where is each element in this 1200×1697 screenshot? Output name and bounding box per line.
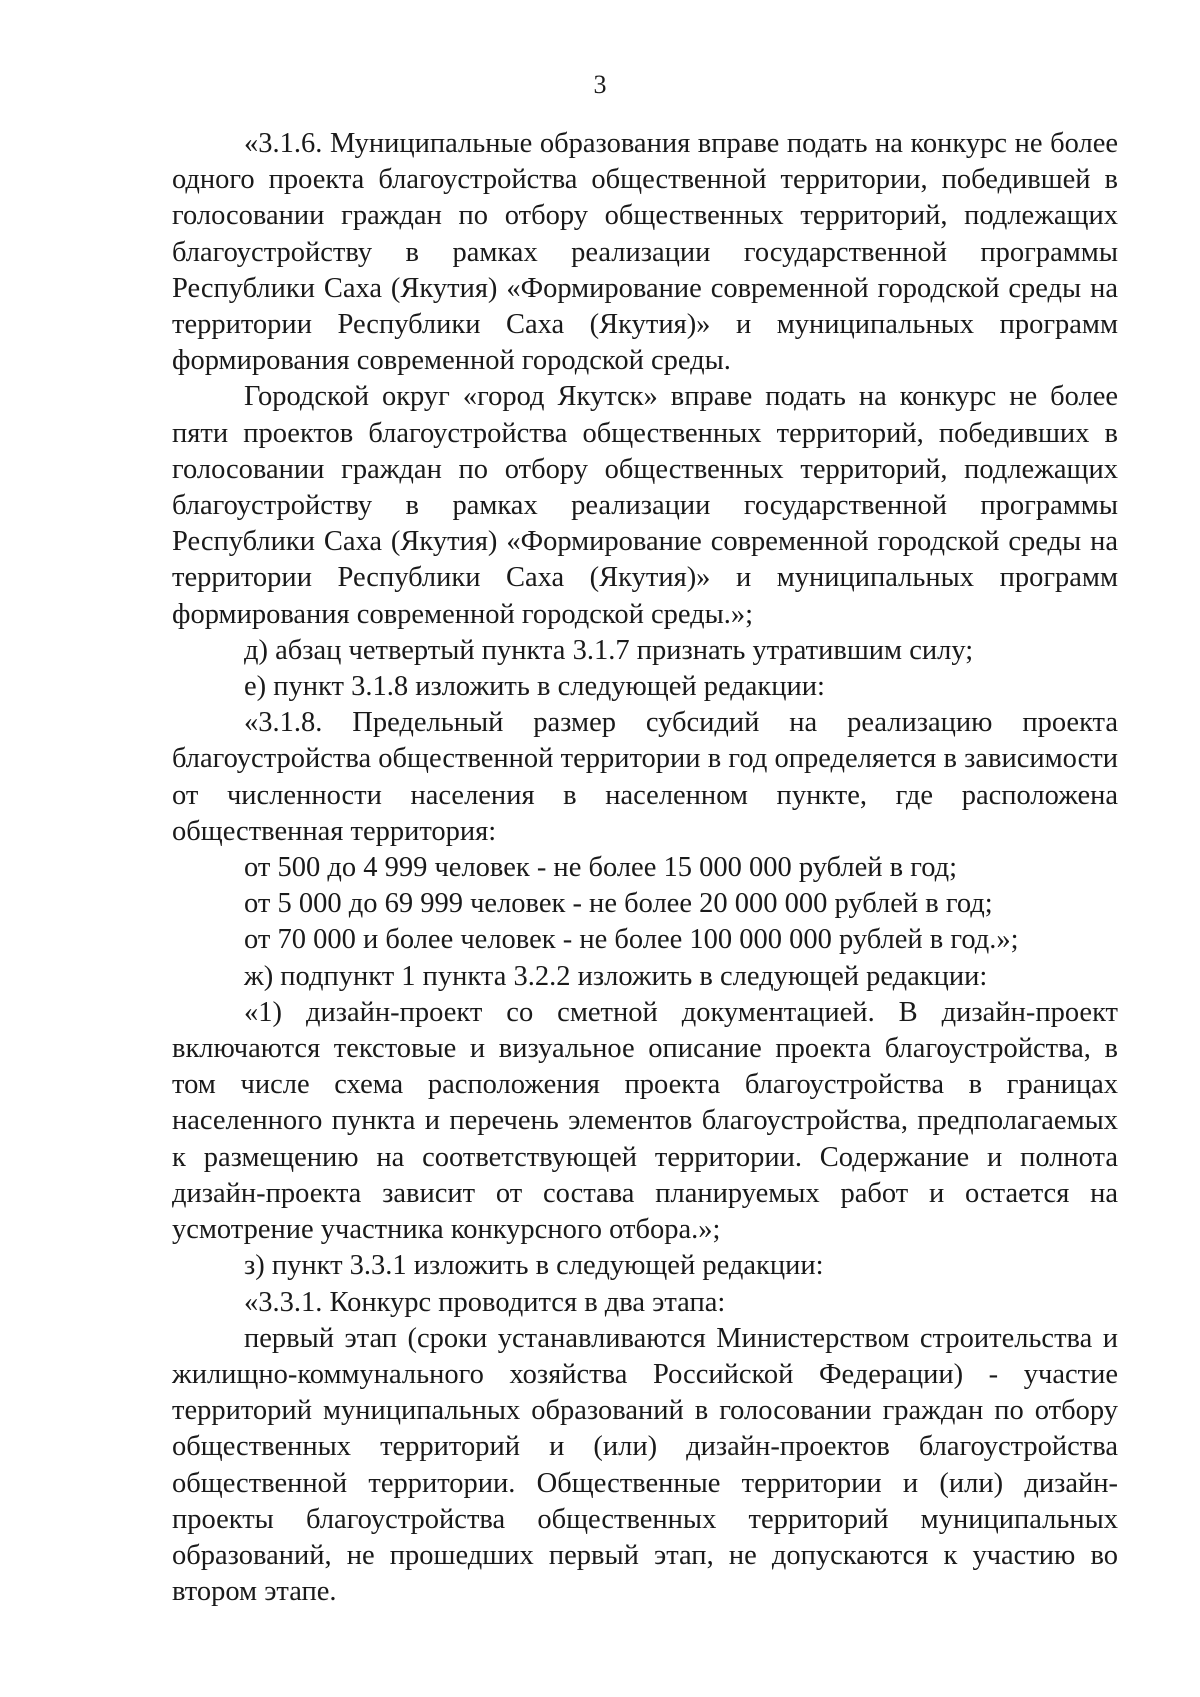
paragraph-3-1-6: «3.1.6. Муниципальные образования вправе подать на конкурс не более одного проекта благоустройства общественной территории, победившей в голосовании граждан по отбору общественных территорий, подлежащих благоустройству в рамках реализации государственной программы Республики Саха (Якутия) «Формирование современной городской среды на территории Республики Саха (Якутия)» и муниципальных программ формирования современной городской среды. (172, 128, 1118, 377)
paragraph-first-stage: первый этап (сроки устанавливаются Министерством строительства и жилищно-коммунального хозяйства Российской Федерации) - участие территорий муниципальных образований в голосовании граждан по отбору общественных территорий и (или) дизайн-проектов благоустройства общественной территории. Общественные территории и (или) дизайн-проекты благоустройства общественных территорий муниципальных образований, не прошедших первый этап, не допускаются к участию во втором этапе. (172, 1322, 1118, 1608)
paragraph-limit-3: от 70 000 и более человек - не более 100 000 000 рублей в год.»; (244, 924, 1019, 956)
paragraph-limit-1: от 500 до 4 999 человек - не более 15 000 000 рублей в год; (244, 852, 958, 884)
paragraph-zh: ж) подпункт 1 пункта 3.2.2 изложить в следующей редакции: (244, 960, 988, 992)
paragraph-limit-2: от 5 000 до 69 999 человек - не более 20 000 000 рублей в год; (244, 888, 993, 920)
paragraph-d: д) абзац четвертый пункта 3.1.7 признать утратившим силу; (244, 634, 974, 666)
paragraph-design-project: «1) дизайн-проект со сметной документацией. В дизайн-проект включаются текстовые и визуальное описание проекта благоустройства, в том числе схема расположения проекта благоустройства в границах населенного пункта и перечень элементов благоустройства, предполагаемых к размещению на соответствующей территории. Содержание и полнота дизайн-проекта зависит от состава планируемых работ и остается на усмотрение участника конкурсного отбора.»; (172, 996, 1118, 1246)
page-number: 3 (593, 70, 607, 99)
paragraph-3-1-8: «3.1.8. Предельный размер субсидий на реализацию проекта благоустройства общественной территории в год определяется в зависимости от численности населения в населенном пункте, где расположена общественная территория: (172, 707, 1118, 847)
paragraph-z: з) пункт 3.3.1 изложить в следующей редакции: (244, 1250, 824, 1282)
paragraph-yakutsk: Городской округ «город Якутск» вправе подать на конкурс не более пяти проектов благоустройства общественных территорий, победивших в голосовании граждан по отбору общественных территорий, подлежащих благоустройству в рамках реализации государственной программы Республики Саха (Якутия) «Формирование современной городской среды на территории Республики Саха (Якутия)» и муниципальных программ формирования современной городской среды.»; (172, 381, 1118, 630)
paragraph-e: е) пункт 3.1.8 изложить в следующей редакции: (244, 671, 825, 703)
paragraph-3-3-1: «3.3.1. Конкурс проводится в два этапа: (244, 1286, 726, 1318)
document-body (172, 126, 1118, 1610)
